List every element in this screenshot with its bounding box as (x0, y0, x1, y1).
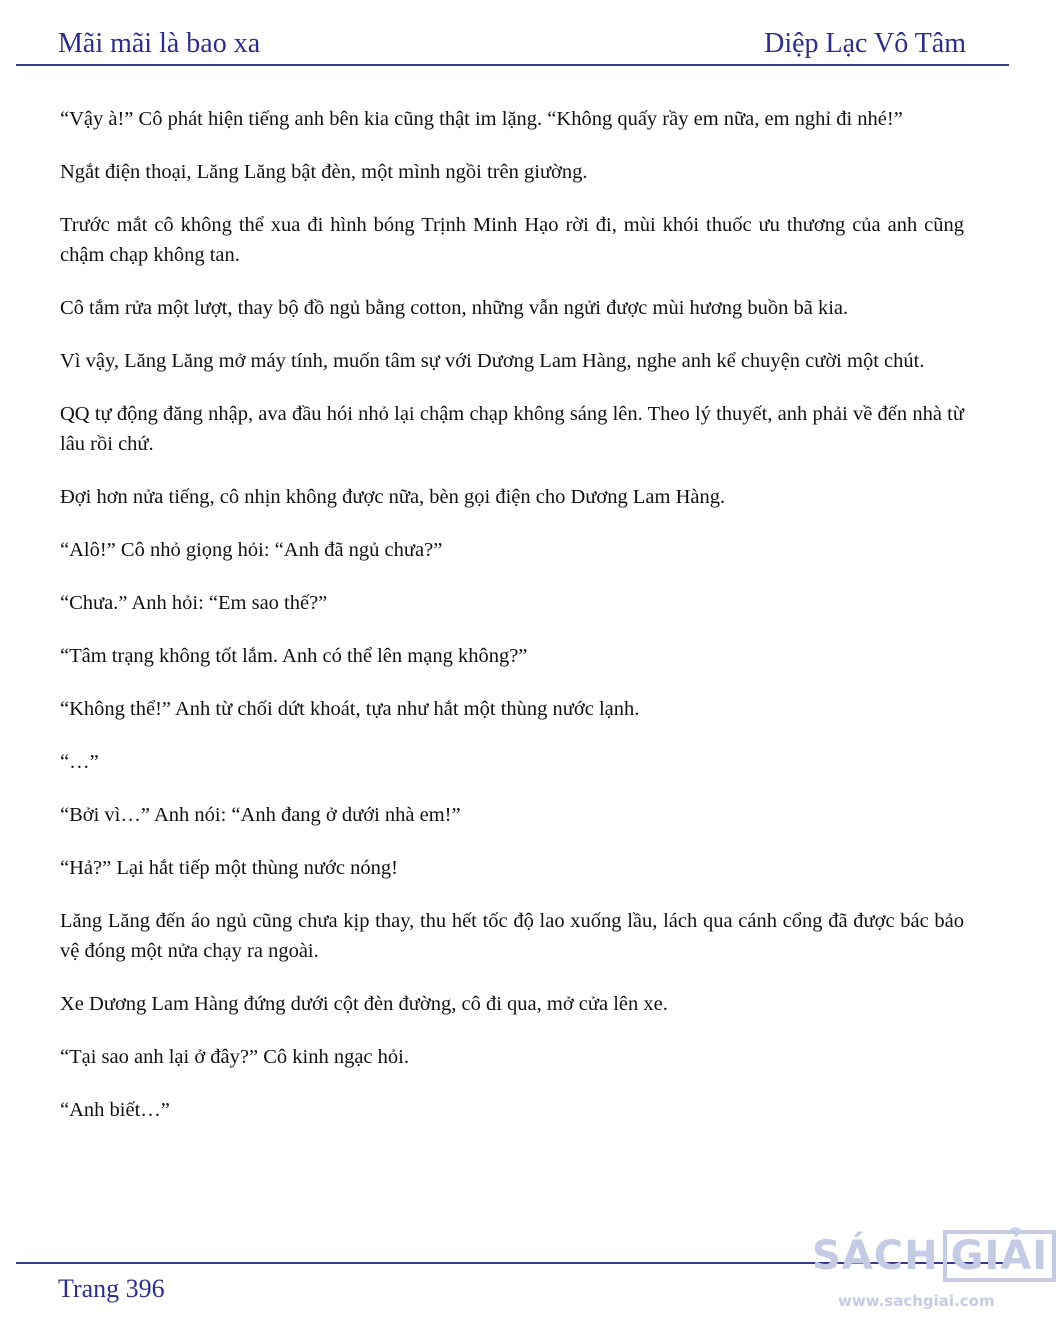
paragraph: Lăng Lăng đến áo ngủ cũng chưa kịp thay, thu hết tốc độ lao xuống lầu, lách qua cánh cổng đã được bác bảo vệ đóng một nửa chạy ra ngoài. (60, 910, 964, 962)
paragraph: “Không thể!” Anh từ chối dứt khoát, tựa như hắt một thùng nước lạnh. (60, 698, 640, 720)
book-title: Mãi mãi là bao xa (58, 28, 261, 59)
paragraph: “Tại sao anh lại ở đây?” Cô kinh ngạc hỏi. (60, 1046, 409, 1068)
watermark-text-sach: SÁCH (812, 1233, 939, 1279)
paragraph: “Alô!” Cô nhỏ giọng hỏi: “Anh đã ngủ chưa?” (60, 539, 443, 561)
paragraph: “Bởi vì…” Anh nói: “Anh đang ở dưới nhà em!” (60, 804, 461, 826)
paragraph: Xe Dương Lam Hàng đứng dưới cột đèn đường, cô đi qua, mở cửa lên xe. (60, 993, 668, 1015)
paragraph: “Anh biết…” (60, 1099, 170, 1121)
paragraph: Đợi hơn nửa tiếng, cô nhịn không được nữa, bèn gọi điện cho Dương Lam Hàng. (60, 486, 726, 508)
watermark-logo (812, 1222, 1049, 1322)
watermark-url: www.sachgiai.com (838, 1292, 995, 1310)
header-divider (16, 64, 1009, 66)
paragraph: “Hả?” Lại hắt tiếp một thùng nước nóng! (60, 857, 398, 879)
paragraph: “Vậy à!” Cô phát hiện tiếng anh bên kia cũng thật im lặng. “Không quấy rầy em nữa, em nghỉ đi nhé!” (60, 108, 903, 130)
paragraph: “Tâm trạng không tốt lắm. Anh có thể lên mạng không?” (60, 645, 528, 667)
watermark-wordmark (812, 1230, 1056, 1282)
page-number: Trang 396 (58, 1274, 165, 1303)
paragraph: Cô tắm rửa một lượt, thay bộ đồ ngủ bằng cotton, những vẫn ngửi được mùi hương buồn bã kia. (60, 297, 849, 319)
paragraph: Ngắt điện thoại, Lăng Lăng bật đèn, một mình ngồi trên giường. (60, 161, 588, 183)
watermark-text-giai: GIẢI (943, 1230, 1056, 1282)
page-header (58, 24, 966, 64)
paragraph: “Chưa.” Anh hỏi: “Em sao thế?” (60, 592, 328, 614)
paragraph: Trước mắt cô không thể xua đi hình bóng Trịnh Minh Hạo rời đi, mùi khói thuốc ưu thương của anh cũng chậm chạp không tan. (60, 214, 964, 266)
paragraph: Vì vậy, Lăng Lăng mở máy tính, muốn tâm sự với Dương Lam Hàng, nghe anh kể chuyện cười một chút. (60, 350, 925, 372)
page-body (60, 104, 964, 1148)
paragraph: QQ tự động đăng nhập, ava đầu hói nhỏ lại chậm chạp không sáng lên. Theo lý thuyết, anh phải về đến nhà từ lâu rồi chứ. (60, 403, 964, 455)
paragraph: “…” (60, 751, 99, 773)
author-name: Diệp Lạc Vô Tâm (764, 28, 966, 59)
